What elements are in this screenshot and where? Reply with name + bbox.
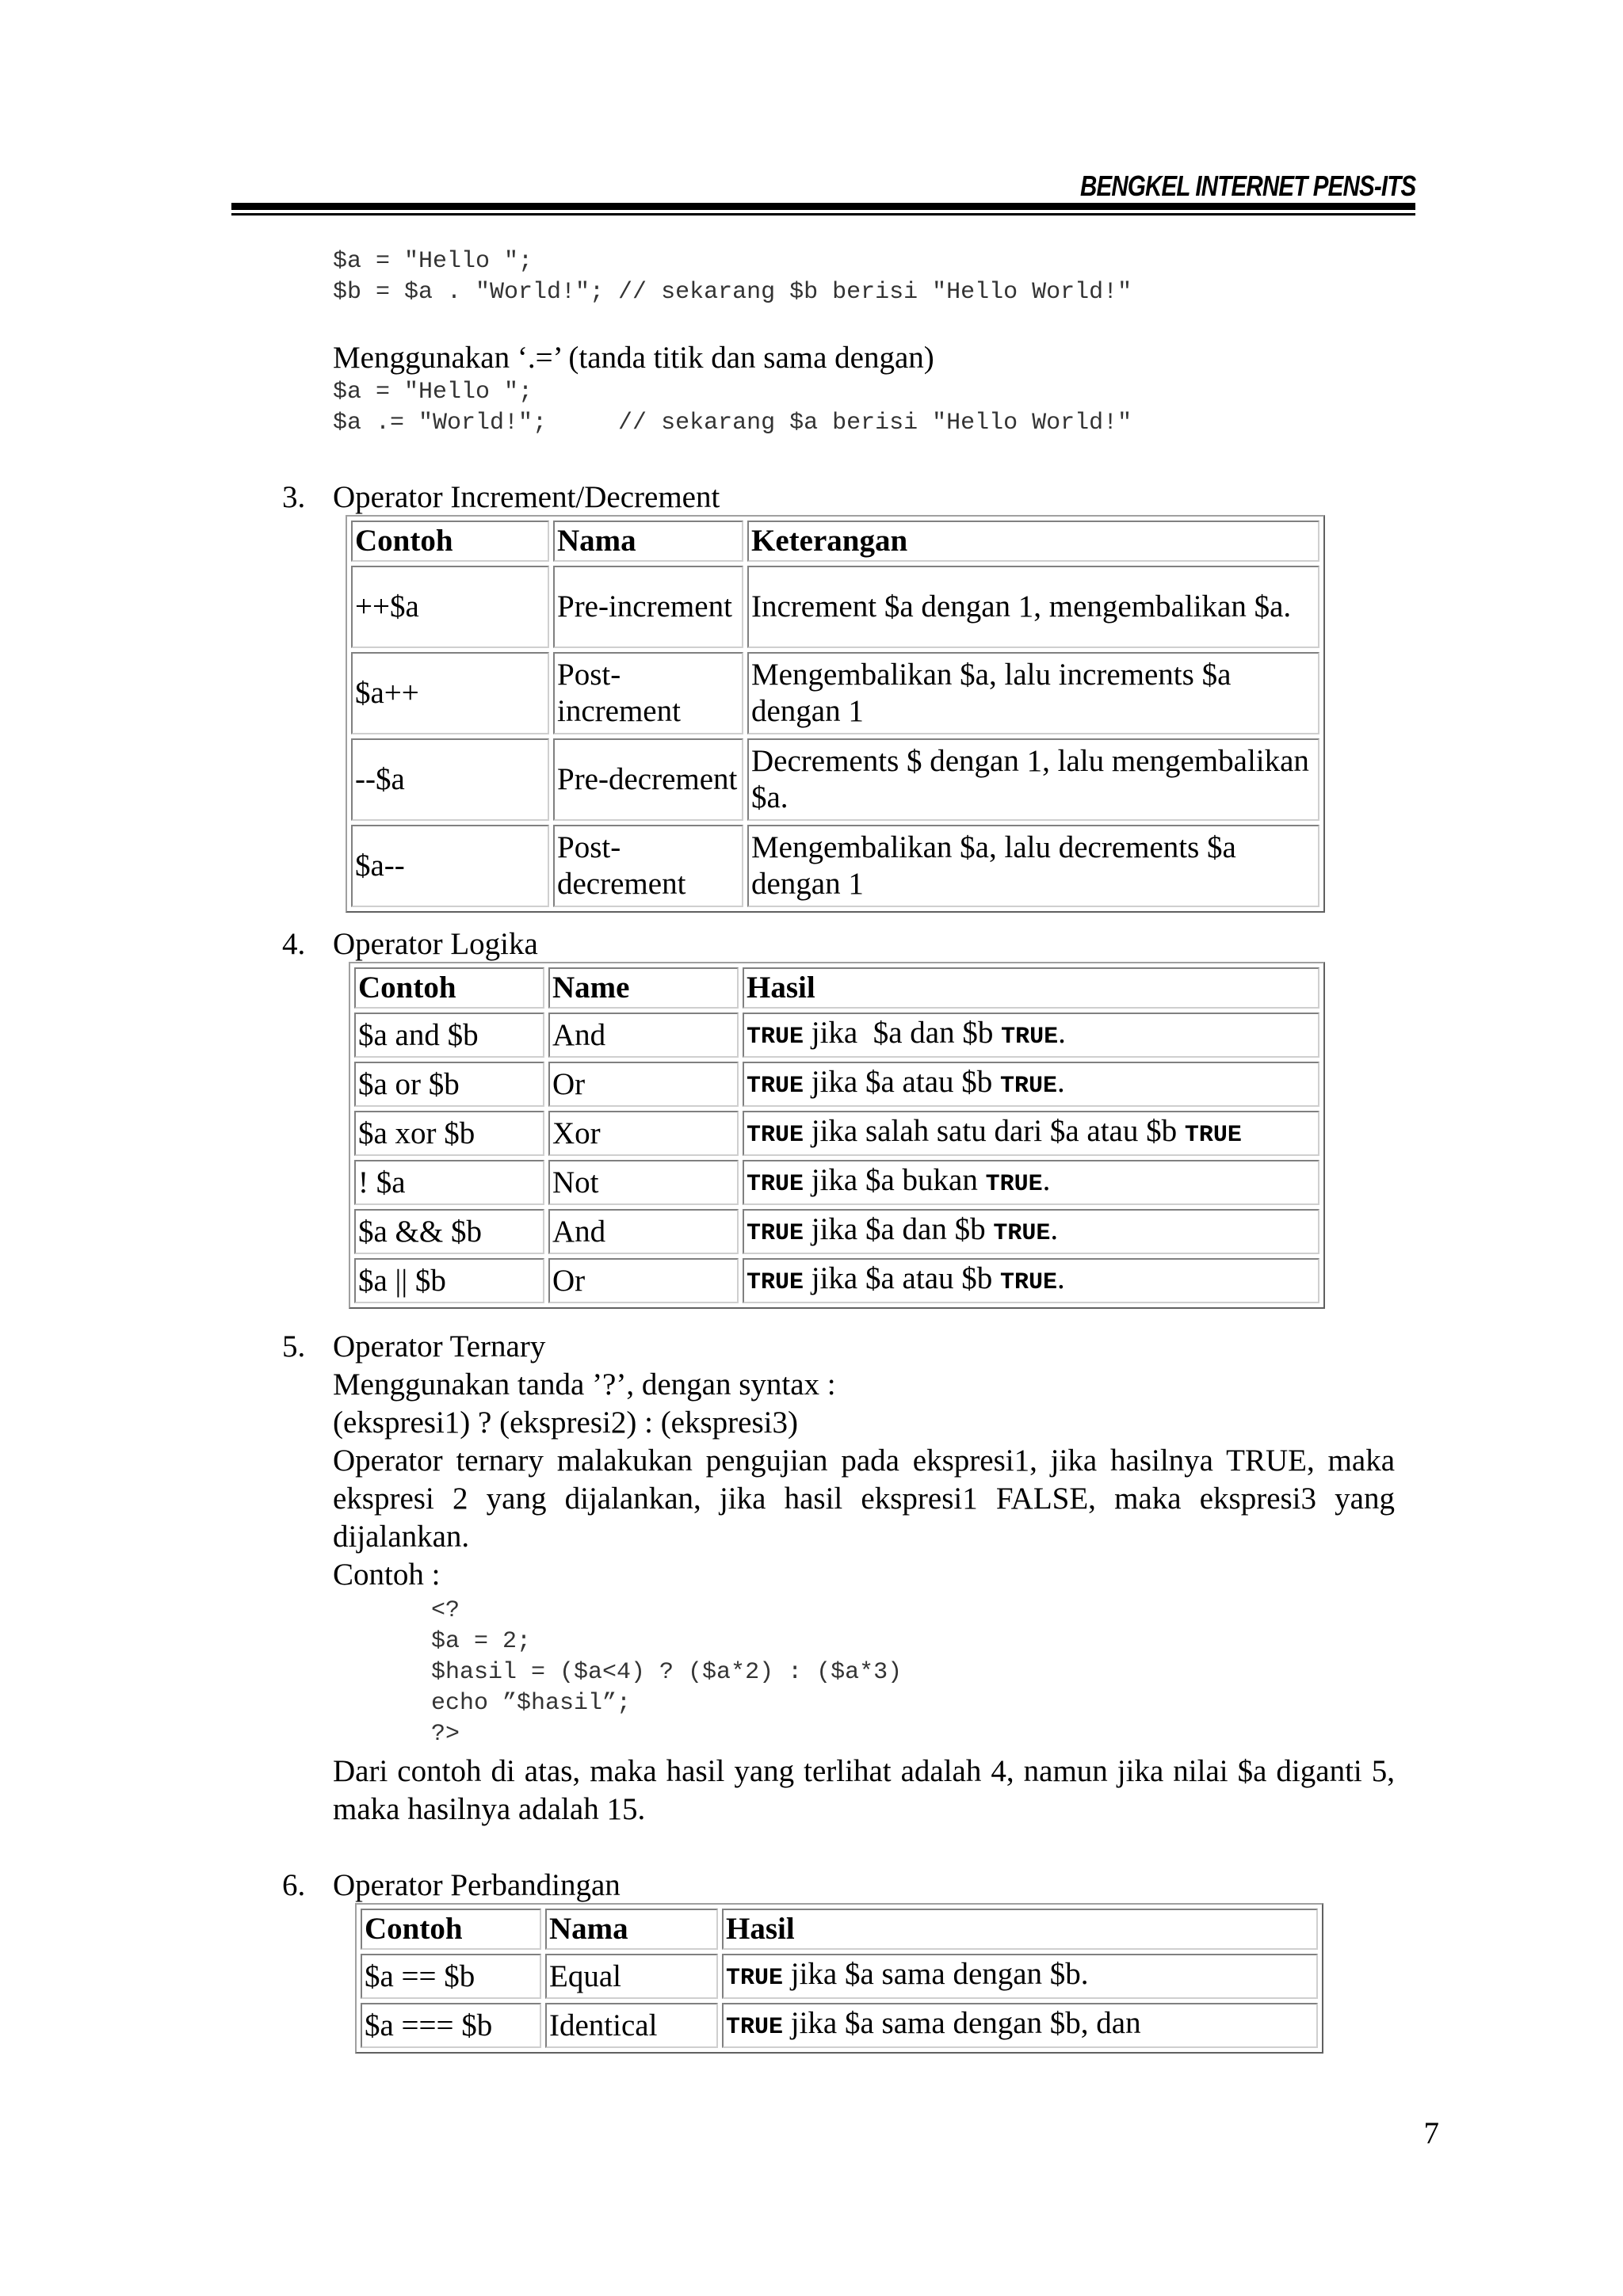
cell-contoh: $a-- <box>351 825 549 907</box>
section-number: 3. <box>282 480 306 514</box>
header-rule-thin <box>231 213 1415 215</box>
keyword-true: TRUE <box>747 1073 804 1100</box>
hasil-text: jika salah satu dari $a atau $b <box>804 1114 1185 1148</box>
syntax-intro: Menggunakan tanda ’?’, dengan syntax : <box>333 1367 836 1402</box>
table-row <box>351 566 1319 648</box>
table-row <box>354 1258 1319 1303</box>
keyword-true: TRUE <box>726 2014 784 2041</box>
code-line: $a = "Hello "; <box>333 248 533 275</box>
code-line: $b = $a . "World!"; // sekarang $b berisi "Hello World!" <box>333 279 1132 306</box>
section-number: 5. <box>282 1329 306 1363</box>
section-title: Operator Ternary <box>333 1329 546 1363</box>
cell-nama: Post-decrement <box>553 825 743 907</box>
cell-hasil <box>743 1111 1319 1156</box>
column-header: Nama <box>545 1909 718 1950</box>
cell-nama: Pre-decrement <box>553 738 743 821</box>
logical-operator-table <box>349 962 1325 1309</box>
cell-hasil <box>743 1209 1319 1254</box>
section-number: 4. <box>282 927 306 961</box>
increment-decrement-table <box>346 515 1325 913</box>
cell-hasil <box>743 1160 1319 1205</box>
code-line: $a = "Hello "; <box>333 379 533 406</box>
cell-hasil <box>743 1258 1319 1303</box>
cell-contoh: $a && $b <box>354 1209 544 1254</box>
ternary-conclusion: Dari contoh di atas, maka hasil yang terlihat adalah 4, namun jika nilai $a diganti 5, maka hasilnya adalah 15. <box>333 1754 1395 1826</box>
keyword-true: TRUE <box>726 1965 784 1992</box>
hasil-text: jika $a dan $b <box>804 1212 994 1246</box>
table-row <box>354 1013 1319 1058</box>
hasil-end: . <box>1050 1212 1059 1246</box>
hasil-end: . <box>1058 1016 1066 1050</box>
code-block-concat <box>333 246 1132 308</box>
column-header: Contoh <box>354 967 544 1009</box>
column-header: Hasil <box>743 967 1319 1009</box>
keyword-true: TRUE <box>1184 1122 1242 1149</box>
table-row <box>361 2003 1318 2048</box>
column-header: Contoh <box>351 521 549 562</box>
column-header: Name <box>548 967 739 1009</box>
cell-nama: Equal <box>545 1954 718 1999</box>
cell-nama: Post-increment <box>553 652 743 734</box>
hasil-text: jika $a sama dengan $b. <box>783 1957 1089 1991</box>
comparison-operator-table <box>355 1903 1323 2054</box>
section-title: Operator Logika <box>333 927 538 961</box>
concat-assign-heading: Menggunakan ‘.=’ (tanda titik dan sama dengan) <box>333 341 934 375</box>
table-row <box>351 652 1319 734</box>
column-header: Keterangan <box>747 521 1319 562</box>
hasil-text: jika $a atau $b <box>804 1261 1001 1295</box>
keyword-true: TRUE <box>985 1171 1043 1198</box>
keyword-true: TRUE <box>993 1220 1051 1247</box>
keyword-true: TRUE <box>1000 1269 1058 1296</box>
code-line: <? <box>431 1597 460 1624</box>
table-row <box>361 1954 1318 1999</box>
code-line: echo ”$hasil”; <box>431 1690 632 1717</box>
hasil-end: . <box>1057 1261 1065 1295</box>
column-header: Nama <box>553 521 743 562</box>
cell-contoh: ++$a <box>351 566 549 648</box>
keyword-true: TRUE <box>747 1171 804 1198</box>
code-line: ?> <box>431 1721 460 1748</box>
cell-nama: Or <box>548 1258 739 1303</box>
header-title: BENGKEL INTERNET PENS-ITS <box>1079 170 1415 202</box>
cell-hasil <box>743 1062 1319 1107</box>
table-header-row <box>361 1909 1318 1950</box>
cell-hasil <box>743 1013 1319 1058</box>
keyword-true: TRUE <box>1001 1024 1059 1051</box>
code-block-ternary <box>431 1596 902 1750</box>
code-line: $a = 2; <box>431 1628 532 1655</box>
cell-hasil <box>722 2003 1318 2048</box>
cell-hasil <box>722 1954 1318 1999</box>
hasil-end: . <box>1042 1163 1051 1197</box>
cell-contoh: --$a <box>351 738 549 821</box>
table-row <box>354 1062 1319 1107</box>
cell-keterangan: Decrements $ dengan 1, lalu mengembalikan $a. <box>747 738 1319 821</box>
cell-nama: Identical <box>545 2003 718 2048</box>
hasil-text: jika $a sama dengan $b, dan <box>783 2006 1141 2040</box>
header-rule <box>231 203 1415 210</box>
syntax-expression: (ekspresi1) ? (ekspresi2) : (ekspresi3) <box>333 1405 798 1440</box>
hasil-end: . <box>1057 1065 1065 1099</box>
cell-contoh: $a == $b <box>361 1954 541 1999</box>
table-row <box>354 1111 1319 1156</box>
cell-contoh: ! $a <box>354 1160 544 1205</box>
cell-keterangan: Increment $a dengan 1, mengembalikan $a. <box>747 566 1319 648</box>
table-header-row <box>351 521 1319 562</box>
cell-nama: Xor <box>548 1111 739 1156</box>
cell-contoh: $a xor $b <box>354 1111 544 1156</box>
code-block-concat-assign <box>333 377 1132 439</box>
cell-nama: Not <box>548 1160 739 1205</box>
keyword-true: TRUE <box>747 1220 804 1247</box>
column-header: Contoh <box>361 1909 541 1950</box>
contoh-label: Contoh : <box>333 1558 441 1592</box>
table-row <box>351 825 1319 907</box>
keyword-true: TRUE <box>747 1269 804 1296</box>
cell-contoh: $a || $b <box>354 1258 544 1303</box>
cell-keterangan: Mengembalikan $a, lalu increments $a dengan 1 <box>747 652 1319 734</box>
keyword-true: TRUE <box>747 1024 804 1051</box>
hasil-text: jika $a atau $b <box>804 1065 1001 1099</box>
code-line: $a .= "World!"; // sekarang $a berisi "Hello World!" <box>333 410 1132 437</box>
cell-contoh: $a === $b <box>361 2003 541 2048</box>
hasil-text: jika $a bukan <box>804 1163 986 1197</box>
code-line: $hasil = ($a<4) ? ($a*2) : ($a*3) <box>431 1659 903 1686</box>
hasil-text: jika $a dan $b <box>804 1016 1002 1050</box>
table-header-row <box>354 967 1319 1009</box>
cell-keterangan: Mengembalikan $a, lalu decrements $a dengan 1 <box>747 825 1319 907</box>
column-header: Hasil <box>722 1909 1318 1950</box>
keyword-true: TRUE <box>747 1122 804 1149</box>
cell-nama: Or <box>548 1062 739 1107</box>
section-number: 6. <box>282 1868 306 1902</box>
cell-contoh: $a or $b <box>354 1062 544 1107</box>
cell-nama: And <box>548 1013 739 1058</box>
section-title: Operator Perbandingan <box>333 1868 621 1902</box>
table-row <box>354 1160 1319 1205</box>
keyword-true: TRUE <box>1000 1073 1058 1100</box>
page-number: 7 <box>1423 2116 1439 2150</box>
table-row <box>351 738 1319 821</box>
table-row <box>354 1209 1319 1254</box>
cell-contoh: $a++ <box>351 652 549 734</box>
ternary-description: Operator ternary malakukan pengujian pada ekspresi1, jika hasilnya TRUE, maka ekspresi 2 yang dijalankan, jika hasil ekspresi1 FALSE, maka ekspresi3 yang dijalankan. <box>333 1444 1395 1554</box>
cell-nama: And <box>548 1209 739 1254</box>
section-title: Operator Increment/Decrement <box>333 480 720 514</box>
cell-contoh: $a and $b <box>354 1013 544 1058</box>
cell-nama: Pre-increment <box>553 566 743 648</box>
